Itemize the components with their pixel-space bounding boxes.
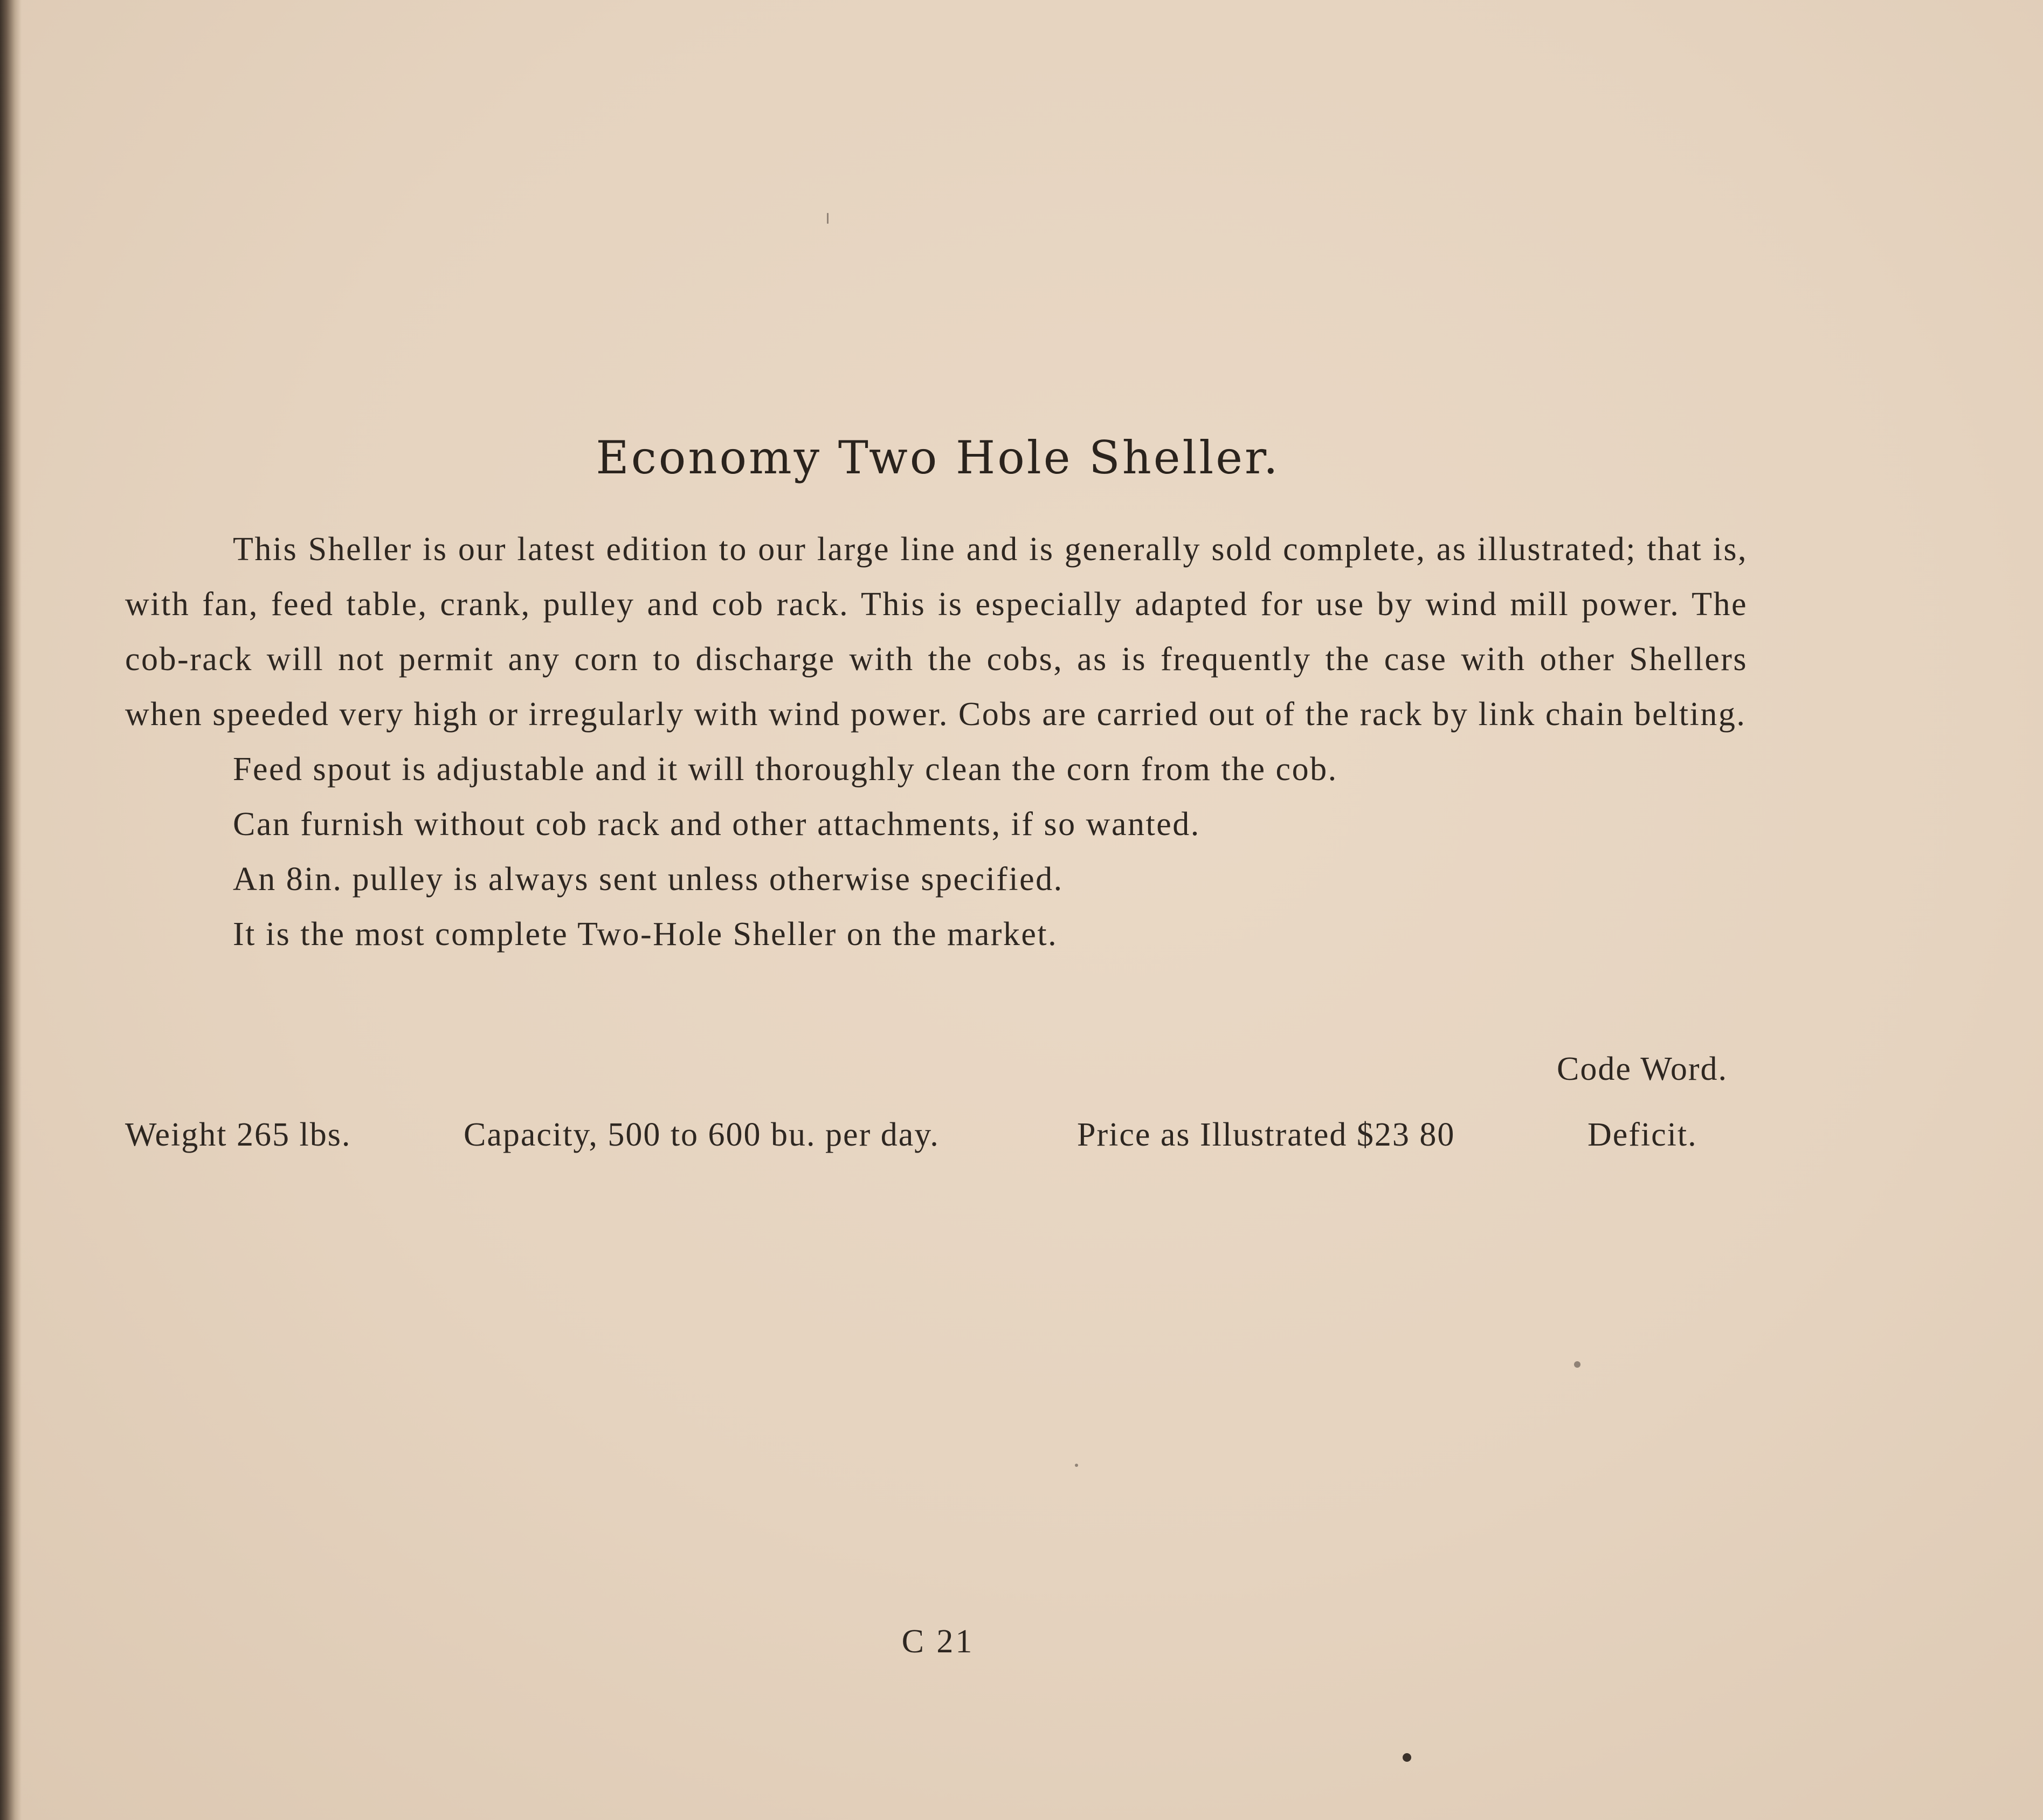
paper-speck: [1403, 1753, 1411, 1762]
paper-speck: [1075, 1464, 1078, 1467]
page-title: Economy Two Hole Sheller.: [596, 431, 1280, 484]
paragraph-complete: It is the most complete Two-Hole Sheller on the market.: [233, 916, 1058, 953]
paragraph-attachments: Can furnish without cob rack and other attachments, if so wanted.: [233, 806, 1200, 843]
paragraph-pulley: An 8in. pulley is always sent unless otherwise specified.: [233, 861, 1064, 898]
binding-shadow: [0, 0, 22, 1820]
description-text: [125, 522, 1748, 962]
paper-speck: [1574, 1361, 1580, 1368]
code-word-label: Code Word.: [1557, 1051, 1728, 1087]
spec-code-word: Deficit.: [1588, 1116, 1697, 1153]
spec-weight: Weight 265 lbs.: [125, 1116, 351, 1153]
paper-speck: [827, 213, 829, 224]
paragraph-feed-spout: Feed spout is adjustable and it will thoroughly clean the corn from the cob.: [233, 751, 1338, 788]
paragraph-main: This Sheller is our latest edition to our large line and is generally sold complete, as illustrated; that is, with fan, feed table, crank, pulley and cob rack. This is especially adapted for use by wind mill power. The cob-rack will not permit any corn to discharge with the cobs, as is frequently the case with other Shellers when speeded very high or irregularly with wind power. Cobs are carried out of the rack by link chain belting.: [125, 531, 1748, 733]
page-number: C 21: [901, 1623, 975, 1660]
spec-capacity: Capacity, 500 to 600 bu. per day.: [464, 1116, 940, 1153]
spec-price: Price as Illustrated $23 80: [1077, 1116, 1455, 1153]
